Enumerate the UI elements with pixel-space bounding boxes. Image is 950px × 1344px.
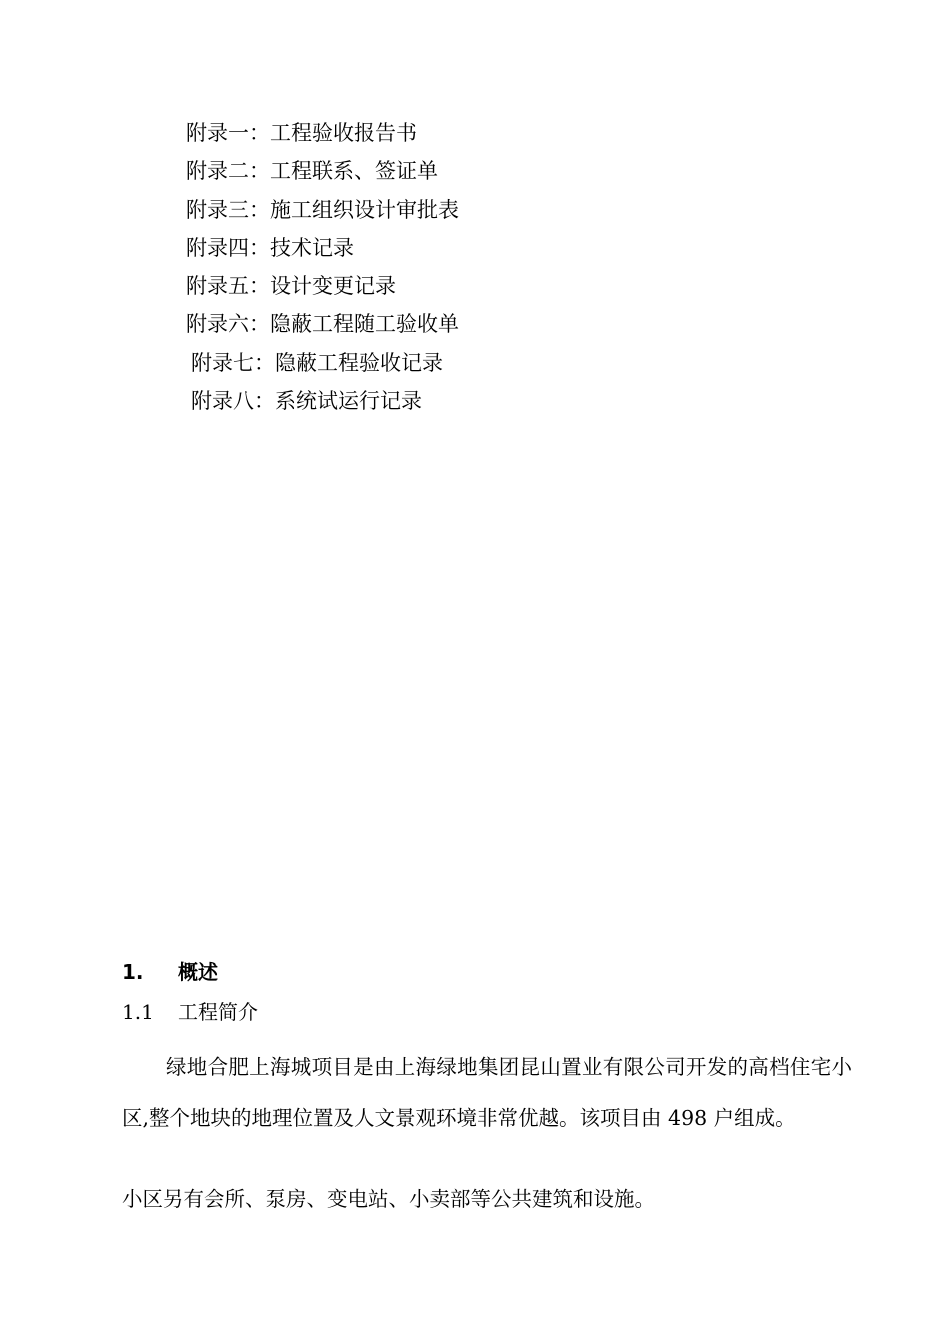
section-number: 1. (122, 960, 144, 984)
appendix-item: 附录七：隐蔽工程验收记录 (191, 350, 443, 375)
appendix-item: 附录一：工程验收报告书 (186, 121, 417, 145)
appendix-list (186, 116, 459, 422)
body-paragraph-2: 小区另有会所、泵房、变电站、小卖部等公共建筑和设施。 (122, 1187, 655, 1211)
subsection-heading (122, 996, 258, 1025)
appendix-item: 附录八：系统试运行记录 (191, 389, 422, 414)
subsection-number: 1.1 (122, 1000, 154, 1024)
subsection-title: 工程简介 (178, 1000, 258, 1024)
section-title: 概述 (178, 960, 218, 984)
appendix-item: 附录六：隐蔽工程随工验收单 (186, 312, 459, 337)
body-paragraph: 绿地合肥上海城项目是由上海绿地集团昆山置业有限公司开发的高档住宅小区,整个地块的地理位置及人文景观环境非常优越。该项目由 498 户组成。 (122, 1055, 852, 1130)
appendix-item: 附录四：技术记录 (186, 235, 354, 260)
appendix-item: 附录三：施工组织设计审批表 (186, 197, 459, 222)
section-heading (122, 956, 218, 985)
appendix-item: 附录五：设计变更记录 (186, 274, 396, 299)
appendix-item: 附录二：工程联系、签证单 (186, 159, 438, 184)
